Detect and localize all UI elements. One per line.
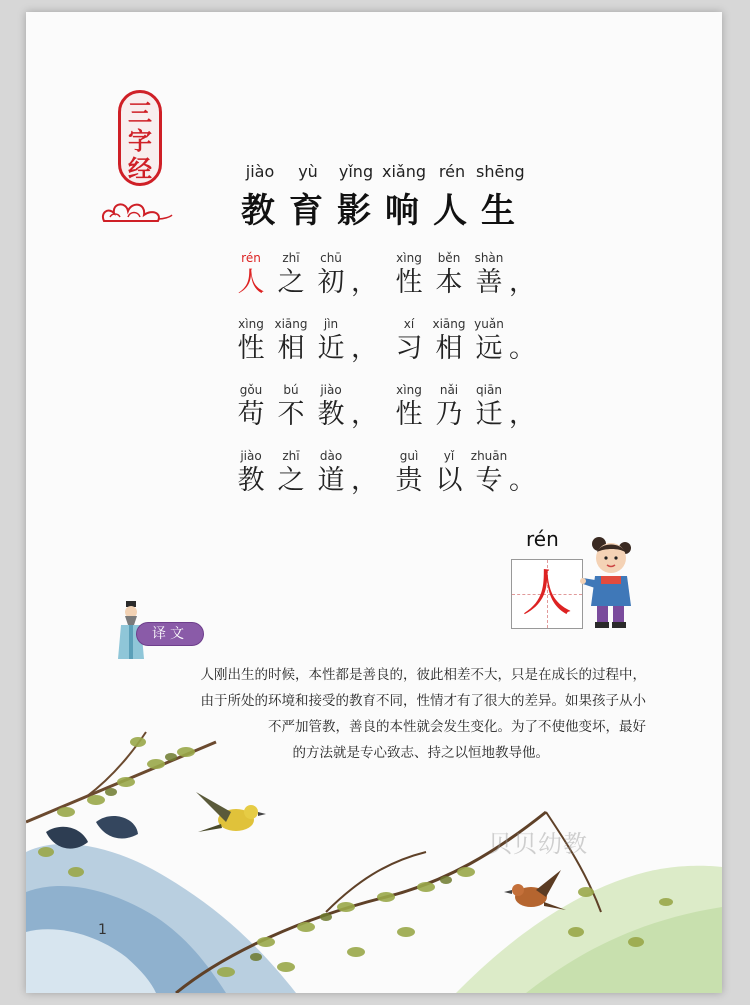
verse-char: 道	[317, 465, 345, 496]
pinyin	[351, 316, 389, 332]
verse-line	[231, 250, 551, 300]
verse-char: 近	[317, 333, 345, 364]
pinyin: dào	[319, 449, 343, 463]
lesson-title	[234, 162, 554, 232]
pinyin: guì	[399, 449, 419, 463]
verse-char: 之	[277, 267, 305, 298]
watermark: 贝贝幼教	[488, 830, 588, 858]
verse-punct: ，	[509, 267, 536, 298]
verse-punct: ，	[351, 399, 378, 430]
pinyin: chū	[320, 251, 342, 265]
child-illustration-icon	[579, 534, 641, 632]
verse-punct: ，	[351, 333, 378, 364]
pinyin: zhuān	[470, 449, 508, 463]
pinyin: xìng	[396, 383, 422, 397]
title-char: 人	[433, 191, 467, 231]
pinyin	[351, 250, 389, 266]
title-char: 教	[241, 191, 275, 231]
pinyin: xìng	[238, 317, 264, 331]
pinyin: jìn	[323, 317, 339, 331]
title-pinyin: jiào	[245, 162, 275, 181]
pinyin: xiāng	[274, 317, 308, 331]
verse-punct: ，	[509, 399, 536, 430]
pinyin: rén	[241, 251, 261, 265]
translation-line: 由于所处的环境和接受的教育不同，性情才有了很大的差异。如果孩子从小	[200, 693, 646, 709]
verse-char: 相	[277, 333, 305, 364]
verse-char: 迁	[475, 399, 503, 430]
verse-block	[231, 250, 551, 514]
verse-char: 性	[395, 399, 423, 430]
pinyin: yuǎn	[474, 317, 504, 331]
pinyin: xiāng	[432, 317, 466, 331]
verse-char: 性	[395, 267, 423, 298]
yellow-bird-icon	[196, 792, 266, 832]
verse-char: 乃	[435, 399, 463, 430]
translation-line: 不严加管教，善良的本性就会发生变化。为了不使他变坏，最好	[268, 719, 646, 735]
verse-char: 初	[317, 267, 345, 298]
pinyin: shàn	[474, 251, 504, 265]
title-pinyin: shēng	[476, 162, 525, 181]
highlight-pinyin: rén	[526, 527, 559, 551]
pinyin: xí	[403, 317, 415, 331]
verse-char: 教	[317, 399, 345, 430]
highlight-char: 人	[522, 564, 572, 622]
pinyin: gǒu	[239, 383, 263, 397]
verse-char: 本	[435, 267, 463, 298]
brown-bird-icon	[504, 870, 566, 910]
title-pinyin: rén	[438, 162, 466, 181]
verse-char: 相	[435, 333, 463, 364]
title-char: 影	[337, 191, 371, 231]
verse-char: 教	[237, 465, 265, 496]
book-page	[26, 12, 722, 993]
verse-line	[231, 382, 551, 432]
title-pinyin-row	[236, 162, 554, 181]
pinyin: nǎi	[439, 383, 459, 397]
seal-text: 三字经	[128, 98, 152, 183]
pinyin: bú	[283, 383, 299, 397]
pinyin: jiào	[320, 383, 342, 397]
pinyin	[509, 316, 539, 332]
verse-char: 苟	[237, 399, 265, 430]
verse-punct: 。	[509, 465, 536, 496]
verse-punct: ，	[351, 267, 378, 298]
pinyin	[351, 382, 389, 398]
verse-line	[231, 448, 551, 498]
verse-char: 善	[475, 267, 503, 298]
pinyin	[351, 448, 389, 464]
verse-char: 之	[277, 465, 305, 496]
verse-punct: ，	[351, 465, 378, 496]
pinyin: qiān	[476, 383, 502, 397]
translation-line: 的方法就是专心致志、持之以恒地教导他。	[292, 745, 549, 761]
verse-line	[231, 316, 551, 366]
verse-char: 不	[277, 399, 305, 430]
verse-punct: 。	[509, 333, 536, 364]
translation-label: 译文	[136, 622, 204, 646]
verse-char: 习	[395, 333, 423, 364]
pinyin: zhī	[282, 449, 300, 463]
pinyin: jiào	[240, 449, 262, 463]
pinyin	[509, 250, 539, 266]
title-char: 育	[289, 191, 323, 231]
translation-line: 人刚出生的时候，本性都是善良的，彼此相差不大，只是在成长的过程中，	[200, 667, 646, 683]
verse-char: 人	[237, 267, 265, 298]
landscape-illustration	[26, 702, 722, 993]
verse-char: 以	[435, 465, 463, 496]
title-chars-row	[234, 183, 554, 232]
sanzijing-seal	[118, 90, 162, 186]
pinyin: yǐ	[443, 449, 455, 463]
title-pinyin: yù	[298, 162, 318, 181]
pinyin	[509, 448, 539, 464]
pinyin: xìng	[396, 251, 422, 265]
title-pinyin: yǐng	[338, 162, 374, 181]
verse-char: 贵	[395, 465, 423, 496]
title-char: 生	[481, 191, 515, 231]
verse-char: 性	[237, 333, 265, 364]
title-pinyin: xiǎng	[381, 162, 426, 181]
pinyin: zhī	[282, 251, 300, 265]
verse-char: 专	[475, 465, 503, 496]
title-char: 响	[385, 191, 419, 231]
pinyin: běn	[437, 251, 461, 265]
cloud-ornament-icon	[98, 195, 174, 231]
verse-char: 远	[475, 333, 503, 364]
page-number: 1	[98, 922, 107, 938]
character-grid-box	[511, 559, 583, 629]
pinyin	[509, 382, 539, 398]
